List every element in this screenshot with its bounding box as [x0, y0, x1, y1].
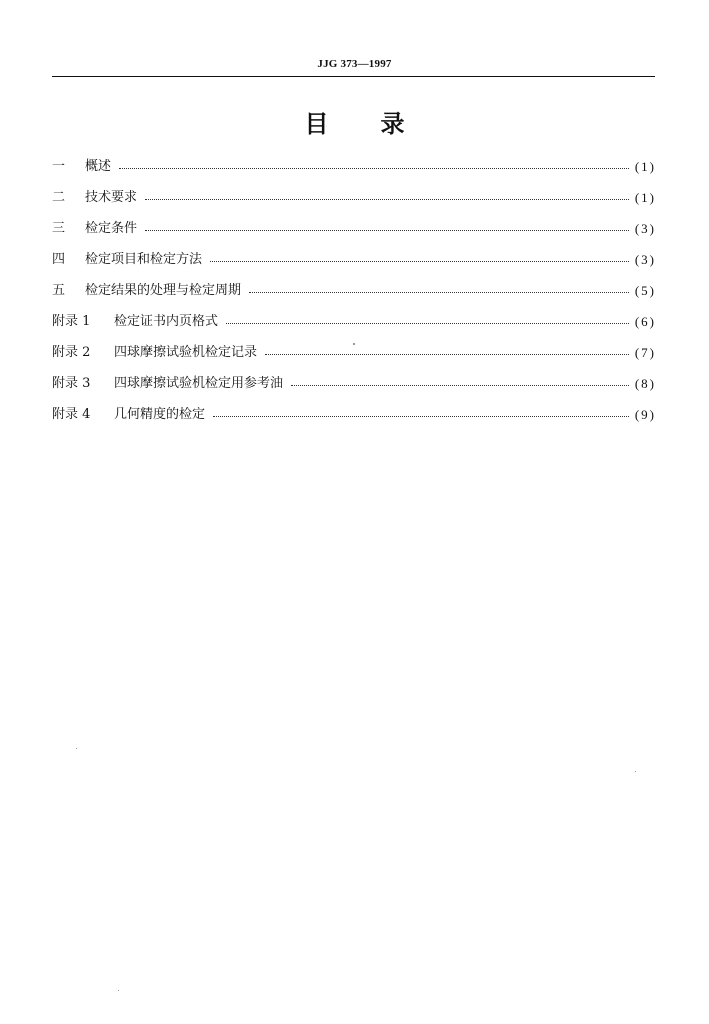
toc-title [0, 104, 709, 139]
toc-entry-label: 四球摩擦试验机检定用参考油 [114, 375, 284, 391]
toc-entry-number: 二 [52, 189, 66, 205]
toc-entry-label: 几何精度的检定 [114, 406, 206, 422]
toc-entry-number: 四 [52, 251, 66, 267]
toc-entry[interactable] [52, 337, 656, 368]
toc-title-char-1: 目 [304, 110, 329, 138]
toc-leader-dots [213, 416, 629, 417]
toc-entry-number: 附录 1 [52, 313, 91, 329]
toc-entry-label: 四球摩擦试验机检定记录 [114, 344, 258, 360]
toc-entry[interactable] [52, 368, 656, 399]
toc-entry-number: 附录 4 [52, 406, 91, 422]
toc-entry-page: (1) [634, 158, 656, 174]
toc-entry-label: 检定证书内页格式 [114, 313, 219, 329]
toc-entry-page: (8) [634, 375, 656, 391]
header-divider [52, 76, 655, 77]
toc-entry[interactable] [52, 244, 656, 275]
toc-entry-label: 技术要求 [85, 189, 138, 205]
toc-entry[interactable] [52, 306, 656, 337]
toc-entry-page: (6) [634, 313, 656, 329]
toc-entry-page: (5) [634, 282, 656, 298]
toc-entry-label: 检定项目和检定方法 [85, 251, 203, 267]
toc-leader-dots [265, 354, 629, 355]
toc-leader-dots [291, 385, 629, 386]
toc-entry-number: 附录 2 [52, 344, 91, 360]
scan-speck [118, 990, 119, 991]
toc-title-char-2: 录 [380, 110, 405, 138]
toc-entry-number: 附录 3 [52, 375, 91, 391]
document-code: JJG 373—1997 [317, 58, 392, 70]
toc-entry[interactable] [52, 151, 656, 182]
toc-leader-dots [210, 261, 629, 262]
toc-entry-label: 检定结果的处理与检定周期 [85, 282, 242, 298]
table-of-contents [52, 151, 656, 430]
toc-entry-label: 概述 [85, 158, 112, 174]
toc-entry-number: 一 [52, 158, 66, 174]
toc-leader-dots [145, 230, 629, 231]
toc-entry[interactable] [52, 182, 656, 213]
toc-leader-dots [119, 168, 629, 169]
toc-entry-number: 五 [52, 282, 66, 298]
toc-entry[interactable] [52, 399, 656, 430]
toc-entry-page: (3) [634, 220, 656, 236]
scan-speck [353, 343, 355, 345]
toc-entry-page: (7) [634, 344, 656, 360]
toc-leader-dots [145, 199, 629, 200]
toc-entry-page: (9) [634, 406, 656, 422]
toc-entry-label: 检定条件 [85, 220, 138, 236]
toc-entry[interactable] [52, 213, 656, 244]
toc-entry-page: (1) [634, 189, 656, 205]
toc-leader-dots [249, 292, 629, 293]
toc-leader-dots [226, 323, 629, 324]
scan-speck [76, 748, 77, 749]
toc-entry[interactable] [52, 275, 656, 306]
toc-entry-page: (3) [634, 251, 656, 267]
scan-speck [635, 771, 636, 772]
toc-entry-number: 三 [52, 220, 66, 236]
